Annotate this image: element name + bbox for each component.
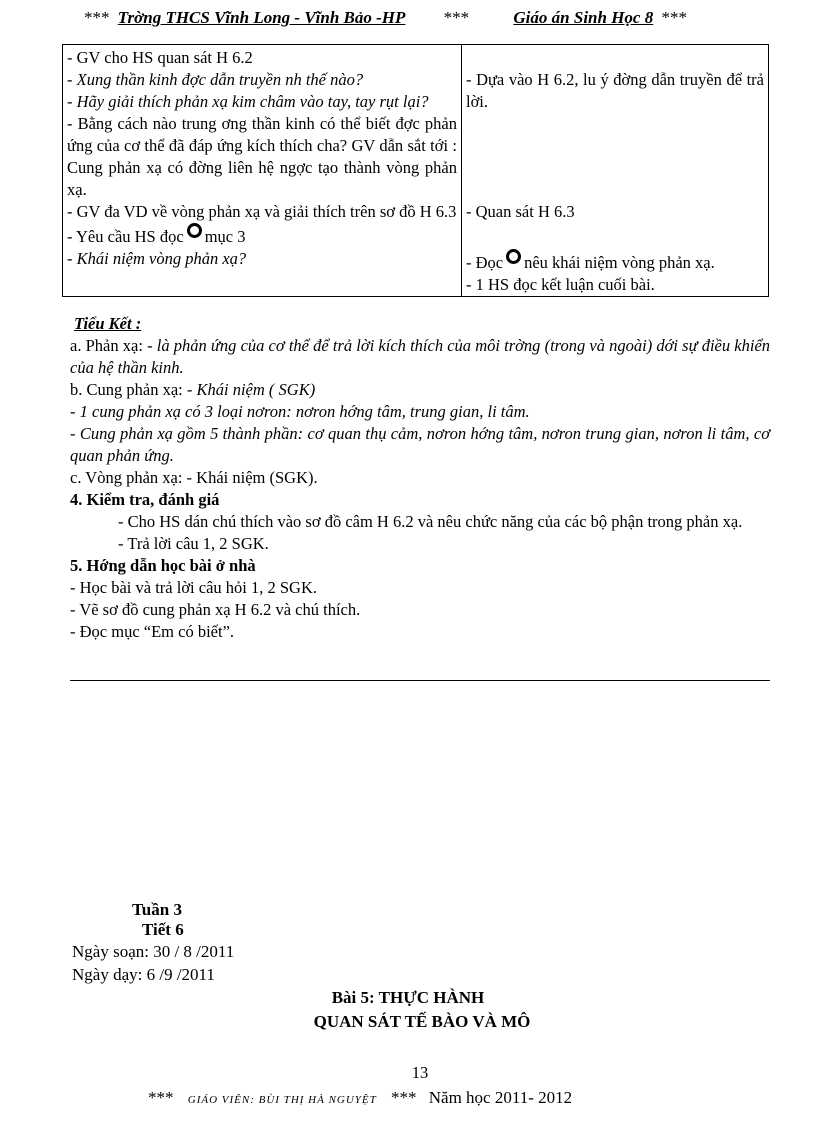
section5-p1: - Học bài và trả lời câu hỏi 1, 2 SGK. <box>70 578 318 597</box>
read-circle-icon <box>187 223 202 238</box>
header-stars-right: *** <box>661 8 687 27</box>
period-label: Tiết 6 <box>142 920 184 939</box>
summary-title: Tiểu Kết : <box>74 314 142 333</box>
list-item <box>67 223 457 248</box>
summary-a-label: a. Phản xạ: <box>70 336 143 355</box>
summary-b <box>70 379 770 401</box>
summary-section <box>70 313 770 643</box>
footer-stars-right: *** <box>391 1088 417 1107</box>
section4-title: 4. Kiểm tra, đánh giá <box>70 490 220 509</box>
list-item: - Khái niệm vòng phản xạ? <box>67 249 247 268</box>
section5-title: 5. Hớng dẫn học bài ở nhà <box>70 556 256 575</box>
teach-date: Ngày dạy: 6 /9 /2011 <box>72 965 215 984</box>
section5-p3: - Đọc mục “Em có biết”. <box>70 622 235 641</box>
week-label: Tuần 3 <box>132 900 182 919</box>
section5-p2: - Vẽ sơ đồ cung phản xạ H 6.2 và chú thích. <box>70 600 361 619</box>
lesson-title-line1 <box>0 988 816 1008</box>
activity-table <box>62 44 769 297</box>
teacher-activity-cell <box>63 45 462 297</box>
page-footer <box>148 1088 572 1108</box>
summary-c: c. Vòng phản xạ: - Khái niệm (SGK). <box>70 468 318 487</box>
footer-teacher: GIÁO VIÊN: BÙI THỊ HÀ NGUYỆT <box>187 1094 377 1106</box>
summary-a-text: - là phản ứng của cơ thể để trả lời kích thích của môi trờng (trong và ngoài) dới sự điều khiển của hệ thần kinh. <box>70 336 771 377</box>
list-item: - Hãy giải thích phản xạ kim châm vào tay, tay rụt lại? <box>67 92 429 111</box>
summary-b2: - 1 cung phản xạ có 3 loại nơron: nơron hớng tâm, trung gian, li tâm. <box>70 402 530 421</box>
table-row <box>63 45 769 297</box>
header-school: Trờng THCS Vĩnh Long - Vĩnh Bảo -HP <box>117 8 406 27</box>
section4-p2: - Trả lời câu 1, 2 SGK. <box>118 534 269 553</box>
list-item-text: - Yêu cầu HS đọc <box>67 227 184 246</box>
read-circle-icon <box>506 249 521 264</box>
list-item-text: nêu khái niệm vòng phản xạ. <box>524 253 715 272</box>
list-item-text: mục 3 <box>204 227 246 246</box>
section4-p1: - Cho HS dán chú thích vào sơ đồ câm H 6.2 và nêu chức năng của các bộ phận trong phản xạ. <box>118 512 743 531</box>
list-item: - Quan sát H 6.3 <box>466 202 575 221</box>
summary-b3: - Cung phản xạ gồm 5 thành phần: cơ quan thụ cảm, nơron hớng tâm, nơron trung gian, nơron li tâm, cơ quan phản ứng. <box>70 424 770 465</box>
list-item: - 1 HS đọc kết luận cuối bài. <box>466 275 655 294</box>
summary-b-label: b. Cung phản xạ: <box>70 380 183 399</box>
list-item: - Xung thần kinh đợc dẫn truyền nh thế nào? <box>67 70 364 89</box>
header-stars-left: *** <box>84 8 110 27</box>
list-item: - GV cho HS quan sát H 6.2 <box>67 48 253 67</box>
footer-year: Năm học 2011- 2012 <box>428 1088 573 1107</box>
page-number: 13 <box>411 1063 429 1082</box>
prep-date: Ngày soạn: 30 / 8 /2011 <box>72 942 235 961</box>
summary-a <box>70 335 770 379</box>
list-item: - Dựa vào H 6.2, lu ý đờng dẫn truyền để trả lời. <box>466 70 764 111</box>
page-header <box>84 8 784 28</box>
student-activity-cell <box>462 45 769 297</box>
list-item: - GV đa VD về vòng phản xạ và giải thích trên sơ đồ H 6.3 <box>67 202 457 221</box>
footer-stars-left: *** <box>148 1088 174 1107</box>
list-item: - Bằng cách nào trung ơng thần kinh có thể biết đợc phản ứng của cơ thể đã đáp ứng kích thích cha? GV dẫn sắt tới : Cung phản xạ có đờng liên hệ ngợc tạo thành vòng phản xạ. <box>67 114 457 199</box>
list-item-text: - Đọc <box>466 253 504 272</box>
divider <box>70 680 770 681</box>
lesson-title-line2: QUAN SÁT TẾ BÀO VÀ MÔ <box>313 1012 531 1031</box>
header-subject: Giáo án Sinh Học 8 <box>513 8 654 27</box>
header-stars-mid: *** <box>443 8 470 27</box>
lesson-title: THỰC HÀNH <box>378 988 485 1007</box>
summary-b-text: - Khái niệm ( SGK) <box>186 380 316 399</box>
list-item <box>466 249 764 274</box>
lesson-number: Bài 5: <box>331 988 375 1007</box>
